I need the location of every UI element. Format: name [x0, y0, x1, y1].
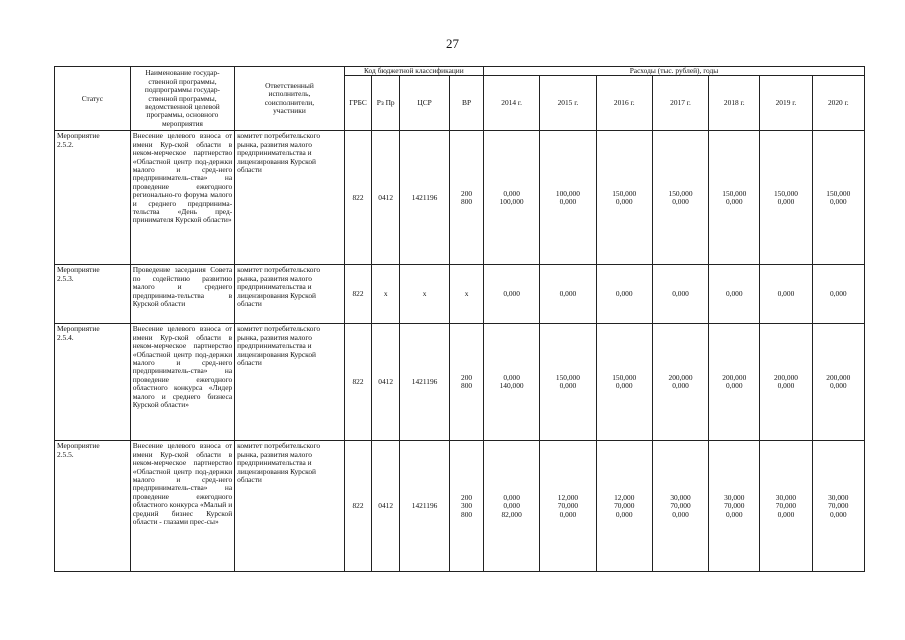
- row-grbs: 822: [344, 441, 372, 572]
- row-rzpr: 0412: [372, 324, 400, 441]
- row-rzpr: х: [372, 265, 400, 324]
- header-vr: ВР: [450, 76, 484, 131]
- header-budget-code: Код бюджетной классификации: [344, 67, 483, 76]
- row-value-2017: 30,000 70,000 0,000: [652, 441, 708, 572]
- row-value-2015: 12,000 70,000 0,000: [540, 441, 596, 572]
- header-rzpr: Рз Пр: [372, 76, 400, 131]
- header-year-2017: 2017 г.: [652, 76, 708, 131]
- row-value-2017: 150,000 0,000: [652, 131, 708, 265]
- row-status: Мероприятие 2.5.2.: [55, 131, 131, 265]
- row-value-2016: 0,000: [596, 265, 652, 324]
- header-year-2018: 2018 г.: [709, 76, 760, 131]
- row-csr: х: [400, 265, 450, 324]
- row-csr: 1421196: [400, 441, 450, 572]
- row-name: Проведение заседания Совета по содействию развитию малого и среднего предпринима-тельства в Курской области: [130, 265, 234, 324]
- row-value-2020: 0,000: [812, 265, 864, 324]
- row-value-2020: 30,000 70,000 0,000: [812, 441, 864, 572]
- header-responsible: Ответственный исполнитель, соисполнители, участники: [235, 67, 345, 131]
- row-value-2018: 200,000 0,000: [709, 324, 760, 441]
- row-value-2017: 0,000: [652, 265, 708, 324]
- page-number: 27: [446, 36, 459, 51]
- row-value-2020: 200,000 0,000: [812, 324, 864, 441]
- row-vr: 200 800: [450, 131, 484, 265]
- row-value-2015: 150,000 0,000: [540, 324, 596, 441]
- table-row: [55, 131, 865, 265]
- row-value-2019: 200,000 0,000: [760, 324, 812, 441]
- row-grbs: 822: [344, 324, 372, 441]
- row-value-2014: 0,000 140,000: [483, 324, 539, 441]
- row-value-2017: 200,000 0,000: [652, 324, 708, 441]
- row-value-2018: 150,000 0,000: [709, 131, 760, 265]
- row-vr: 200 300 800: [450, 441, 484, 572]
- header-year-2014: 2014 г.: [483, 76, 539, 131]
- row-vr: х: [450, 265, 484, 324]
- row-rzpr: 0412: [372, 441, 400, 572]
- header-status: Статус: [55, 67, 131, 131]
- row-rzpr: 0412: [372, 131, 400, 265]
- row-value-2019: 150,000 0,000: [760, 131, 812, 265]
- table-row: [55, 441, 865, 572]
- row-status: Мероприятие 2.5.4.: [55, 324, 131, 441]
- row-name: Внесение целевого взноса от имени Кур-ской области в неком-мерческое партнерство «Областной центр под-держки малого и сред-него предприниматель-ства» на проведение ежегодного областного конкурса «Лидер малого и среднего бизнеса Курской области»: [130, 324, 234, 441]
- row-responsible: комитет потребительского рынка, развития малого предпринимательства и лицензирования Курской области: [235, 324, 345, 441]
- row-status: Мероприятие 2.5.5.: [55, 441, 131, 572]
- row-responsible: комитет потребительского рынка, развития малого предпринимательства и лицензирования Курской области: [235, 441, 345, 572]
- row-value-2015: 100,000 0,000: [540, 131, 596, 265]
- row-csr: 1421196: [400, 131, 450, 265]
- row-value-2015: 0,000: [540, 265, 596, 324]
- budget-table: [54, 66, 865, 572]
- row-value-2019: 30,000 70,000 0,000: [760, 441, 812, 572]
- row-value-2014: 0,000 0,000 82,000: [483, 441, 539, 572]
- row-responsible: комитет потребительского рынка, развития малого предпринимательства и лицензирования Курской области: [235, 131, 345, 265]
- row-vr: 200 800: [450, 324, 484, 441]
- row-name: Внесение целевого взноса от имени Кур-ской области в неком-мерческое партнерство «Областной центр под-держки малого и сред-него предприниматель-ства» на проведение ежегодного областного конкурса «Малый и средний бизнес Курской области - глазами прес-сы»: [130, 441, 234, 572]
- table-row: [55, 265, 865, 324]
- header-grbs: ГРБС: [344, 76, 372, 131]
- header-csr: ЦСР: [400, 76, 450, 131]
- row-grbs: 822: [344, 265, 372, 324]
- row-value-2019: 0,000: [760, 265, 812, 324]
- row-csr: 1421196: [400, 324, 450, 441]
- row-name: Внесение целевого взноса от имени Кур-ской области в неком-мерческое партнерство «Областной центр под-держки малого и сред-него предприниматель-ства» на проведение ежегодного регионально-го форума малого и среднего предпринима-тельства «День пред-принимателя Курской области»: [130, 131, 234, 265]
- header-year-2016: 2016 г.: [596, 76, 652, 131]
- row-status: Мероприятие 2.5.3.: [55, 265, 131, 324]
- row-grbs: 822: [344, 131, 372, 265]
- header-expenses: Расходы (тыс. рублей), годы: [483, 67, 864, 76]
- header-year-2019: 2019 г.: [760, 76, 812, 131]
- row-value-2020: 150,000 0,000: [812, 131, 864, 265]
- row-value-2014: 0,000 100,000: [483, 131, 539, 265]
- row-value-2016: 150,000 0,000: [596, 324, 652, 441]
- row-value-2016: 12,000 70,000 0,000: [596, 441, 652, 572]
- header-year-2020: 2020 г.: [812, 76, 864, 131]
- row-value-2018: 0,000: [709, 265, 760, 324]
- row-value-2014: 0,000: [483, 265, 539, 324]
- row-responsible: комитет потребительского рынка, развития малого предпринимательства и лицензирования Курской области: [235, 265, 345, 324]
- table-row: [55, 324, 865, 441]
- header-year-2015: 2015 г.: [540, 76, 596, 131]
- row-value-2016: 150,000 0,000: [596, 131, 652, 265]
- header-program-name: Наименование государ- ственной программы, подпрограммы государ- ственной программы, ведомственной целевой программы, основного мероприятия: [130, 67, 234, 131]
- row-value-2018: 30,000 70,000 0,000: [709, 441, 760, 572]
